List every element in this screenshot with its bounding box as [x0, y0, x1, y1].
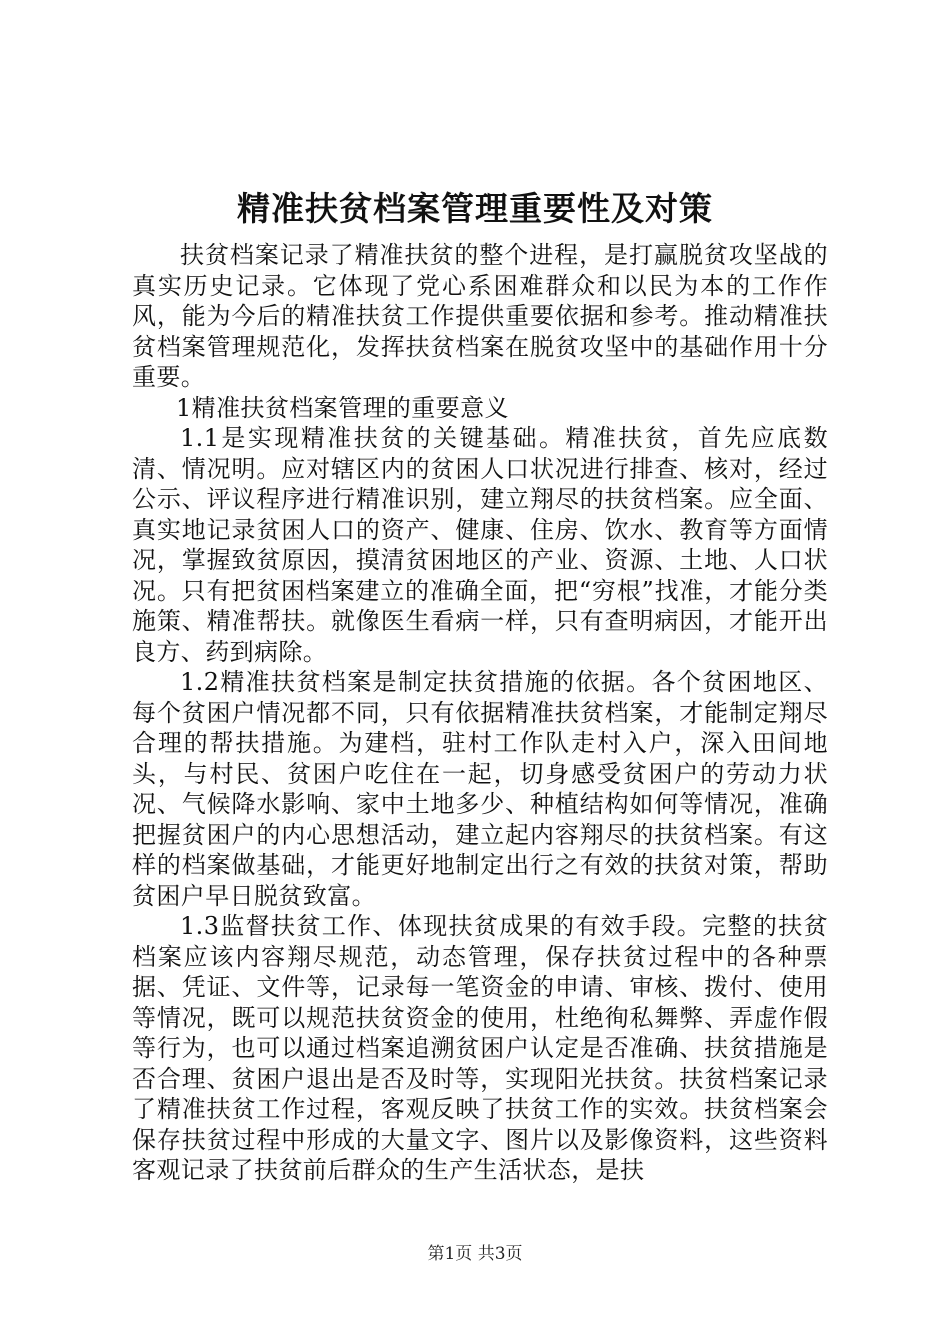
- section-1-2-paragraph: 1.2精准扶贫档案是制定扶贫措施的依据。各个贫困地区、每个贫困户情况都不同，只有依据精准扶贫档案，才能制定翔尽合理的帮扶措施。为建档，驻村工作队走村入户，深入田间地头，与村民、贫困户吃住在一起，切身感受贫困户的劳动力状况、气候降水影响、家中土地多少、种植结构如何等情况，准确把握贫困户的内心思想活动，建立起内容翔尽的扶贫档案。有这样的档案做基础，才能更好地制定出行之有效的扶贫对策，帮助贫困户早日脱贫致富。: [132, 668, 828, 910]
- page-footer: 第1页 共3页: [427, 1244, 523, 1264]
- intro-paragraph: 扶贫档案记录了精准扶贫的整个进程，是打赢脱贫攻坚战的真实历史记录。它体现了党心系困难群众和以民为本的工作作风，能为今后的精准扶贫工作提供重要依据和参考。推动精准扶贫档案管理规范化，发挥扶贫档案在脱贫攻坚中的基础作用十分重要。: [132, 241, 828, 391]
- document-body: [132, 240, 828, 1186]
- section-heading: 1精准扶贫档案管理的重要意义: [176, 393, 509, 422]
- section-1-1-paragraph: 1.1是实现精准扶贫的关键基础。精准扶贫，首先应底数清、情况明。应对辖区内的贫困人口状况进行排查、核对，经过公示、评议程序进行精准识别，建立翔尽的扶贫档案。应全面、真实地记录贫困人口的资产、健康、住房、饮水、教育等方面情况，掌握致贫原因，摸清贫困地区的产业、资源、土地、人口状况。只有把贫困档案建立的准确全面，把“穷根”找准，才能分类施策、精准帮扶。就像医生看病一样，只有查明病因，才能开出良方、药到病除。: [132, 424, 828, 666]
- section-1-3-paragraph: 1.3监督扶贫工作、体现扶贫成果的有效手段。完整的扶贫档案应该内容翔尽规范，动态管理，保存扶贫过程中的各种票据、凭证、文件等，记录每一笔资金的申请、审核、拨付、使用等情况，既可以规范扶贫资金的使用，杜绝徇私舞弊、弄虚作假等行为，也可以通过档案追溯贫困户认定是否准确、扶贫措施是否合理、贫困户退出是否及时等，实现阳光扶贫。扶贫档案记录了精准扶贫工作过程，客观反映了扶贫工作的实效。扶贫档案会保存扶贫过程中形成的大量文字、图片以及影像资料，这些资料客观记录了扶贫前后群众的生产生活状态，是扶: [132, 912, 828, 1184]
- document-title: 精准扶贫档案管理重要性及对策: [237, 189, 713, 228]
